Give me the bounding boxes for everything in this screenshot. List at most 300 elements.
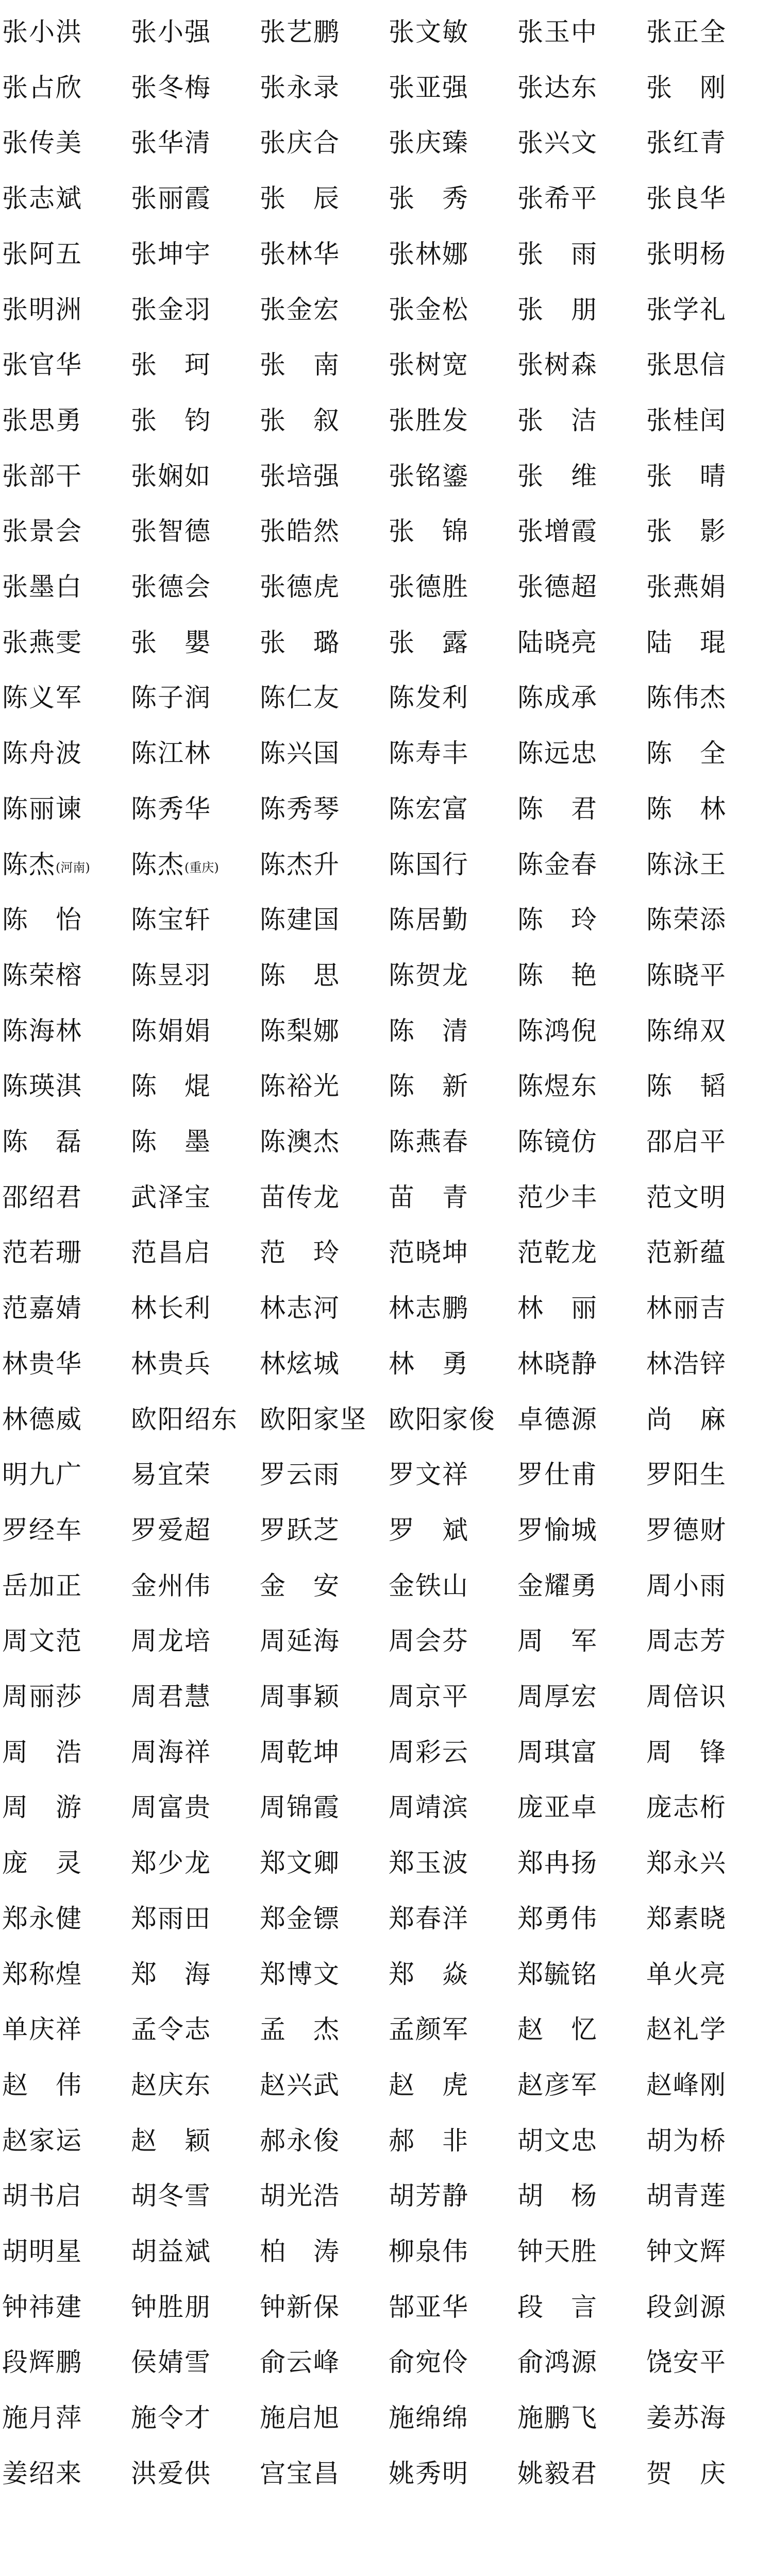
person-name-text: 罗经车 [2, 1515, 82, 1545]
person-name-text: 张 南 [260, 350, 340, 380]
name-row [0, 1171, 773, 1225]
person-name-text: 陈丽谏 [2, 793, 82, 824]
person-name-text: 俞鸿源 [517, 2347, 598, 2378]
person-name [389, 2391, 469, 2445]
person-name-text: 柏 涛 [260, 2236, 340, 2266]
person-name-text: 张树森 [517, 350, 598, 380]
person-name-text: 张艺鹏 [260, 17, 340, 47]
person-name [389, 283, 469, 337]
person-name [517, 1670, 598, 1724]
person-name-text: 宫宝昌 [260, 2458, 340, 2488]
person-name-text: 张部干 [2, 461, 82, 491]
person-name-text: 张金羽 [131, 294, 211, 325]
person-name-text: 陈 君 [517, 793, 598, 824]
person-name-text: 周事颖 [260, 1682, 340, 1711]
person-name-text: 陈荣添 [646, 905, 727, 935]
person-name-text: 陈 墨 [131, 1127, 211, 1157]
person-name-text: 郑冉扬 [517, 1848, 598, 1878]
person-name [517, 1115, 598, 1169]
person-name [646, 1836, 727, 1890]
person-name [260, 116, 340, 170]
person-name-text: 张 嬰 [131, 627, 211, 657]
person-name [389, 1892, 469, 1946]
person-name [517, 1836, 598, 1890]
person-name-text: 胡明星 [2, 2236, 82, 2266]
person-name-text: 张 维 [517, 461, 598, 491]
person-name [389, 394, 469, 448]
person-name-text: 张坤宇 [131, 239, 211, 269]
person-name-text: 周倍识 [646, 1682, 727, 1711]
person-name-text: 林 勇 [389, 1348, 469, 1379]
person-name [646, 283, 727, 337]
person-name [131, 1503, 211, 1557]
person-name-text: 郑少龙 [131, 1848, 211, 1878]
person-name-text: 罗仕甫 [517, 1460, 598, 1490]
person-name [2, 1281, 82, 1335]
person-name [2, 2335, 82, 2389]
person-name [2, 449, 82, 503]
person-name [131, 504, 211, 558]
person-name [646, 2169, 727, 2223]
name-row [0, 1614, 773, 1668]
person-name [646, 1281, 727, 1335]
person-name-text: 林贵华 [2, 1348, 82, 1379]
person-name-text: 陈煜东 [517, 1071, 598, 1101]
name-row [0, 1281, 773, 1335]
person-name [389, 1947, 469, 2002]
person-name [131, 227, 211, 281]
person-name [260, 61, 340, 115]
person-name-text: 林志河 [260, 1293, 340, 1324]
person-name-text: 张 影 [646, 516, 727, 547]
person-name-text: 赵庆东 [131, 2070, 211, 2100]
person-name [517, 1448, 598, 1502]
person-name [131, 1892, 211, 1946]
person-name [2, 1503, 82, 1557]
person-name-text: 张 钧 [131, 405, 211, 435]
person-name [646, 1559, 727, 1613]
person-name [389, 1614, 469, 1668]
person-name [2, 2225, 82, 2279]
person-name-text: 范乾龙 [517, 1238, 598, 1268]
person-name [131, 1226, 211, 1280]
person-name [260, 1281, 340, 1335]
person-name-text: 周 锋 [646, 1737, 727, 1767]
person-name [517, 1281, 598, 1335]
person-name [260, 504, 340, 558]
person-name-text: 林浩锌 [646, 1348, 727, 1379]
person-name [389, 1781, 469, 1835]
person-name-text: 郑玉波 [389, 1848, 469, 1878]
person-name-text: 张燕雯 [2, 627, 82, 657]
name-row [0, 2003, 773, 2057]
person-name-text: 周琪富 [517, 1737, 598, 1767]
person-name [2, 1226, 82, 1280]
person-name [517, 560, 598, 614]
person-name [389, 1281, 469, 1335]
person-name-text: 张德胜 [389, 572, 469, 602]
person-name-text: 郑永健 [2, 1903, 82, 1934]
person-name-text: 张 叙 [260, 405, 340, 435]
person-name [517, 1059, 598, 1113]
person-name-text: 易宜荣 [131, 1460, 211, 1490]
person-name-text: 陈澳杰 [260, 1127, 340, 1157]
name-row [0, 1448, 773, 1502]
person-name [517, 893, 598, 947]
person-name-text: 陈宏富 [389, 793, 469, 824]
person-name [517, 2335, 598, 2389]
person-name [517, 671, 598, 725]
person-name [131, 1559, 211, 1613]
person-name-text: 林志鹏 [389, 1293, 469, 1324]
person-name [646, 1448, 727, 1502]
person-name [646, 2058, 727, 2112]
person-name [260, 1004, 340, 1058]
person-name-text: 张景会 [2, 516, 82, 547]
person-name [2, 893, 82, 947]
person-name-text: 罗愉城 [517, 1515, 598, 1545]
person-name-text: 陈成承 [517, 683, 598, 713]
person-name-text: 俞云峰 [260, 2347, 340, 2378]
person-name-text: 周君慧 [131, 1682, 211, 1711]
person-name [517, 1503, 598, 1557]
person-name [260, 782, 340, 836]
person-name-text: 罗阳生 [646, 1460, 727, 1490]
person-name-text: 郑雨田 [131, 1903, 211, 1934]
person-name [131, 172, 211, 226]
person-name [260, 5, 340, 59]
person-name-text: 陈 磊 [2, 1127, 82, 1157]
person-name [260, 2447, 340, 2501]
person-name [646, 1892, 727, 1946]
person-name-text: 陈舟波 [2, 738, 82, 769]
person-name-text: 郑文卿 [260, 1848, 340, 1878]
person-name [131, 1947, 211, 2002]
person-name [260, 2114, 340, 2168]
person-name-text: 施鹏飞 [517, 2403, 598, 2433]
person-name-text: 张永录 [260, 72, 340, 103]
person-name-text: 张 洁 [517, 405, 598, 435]
person-name [389, 2280, 469, 2334]
person-name [646, 1115, 727, 1169]
name-row [0, 394, 773, 448]
person-name-text: 林长利 [131, 1293, 211, 1324]
person-name-text: 单火亮 [646, 1959, 727, 1989]
person-name [131, 283, 211, 337]
person-name [2, 1559, 82, 1613]
person-name-text: 林丽吉 [646, 1293, 727, 1324]
person-name-text: 周丽莎 [2, 1682, 82, 1711]
name-row [0, 116, 773, 170]
person-name [2, 1448, 82, 1502]
person-name [389, 1448, 469, 1502]
person-name-text: 孟令志 [131, 2014, 211, 2045]
person-name-text: 胡冬雪 [131, 2181, 211, 2211]
person-name-text: 陈绵双 [646, 1015, 727, 1046]
person-name-text: 郑勇伟 [517, 1903, 598, 1934]
person-name-text: 张庆合 [260, 128, 340, 158]
person-name-text: 周 浩 [2, 1737, 82, 1767]
person-name [131, 893, 211, 947]
person-name-text: 陈镜仿 [517, 1127, 598, 1157]
person-name-text: 陈宝轩 [131, 905, 211, 935]
person-name-text: 陈荣榕 [2, 960, 82, 990]
name-row [0, 1503, 773, 1557]
person-name-text: 张铭鎏 [389, 461, 469, 491]
person-name [131, 1004, 211, 1058]
person-name [517, 449, 598, 503]
person-name-text: 张志斌 [2, 183, 82, 214]
person-name [131, 671, 211, 725]
name-row [0, 61, 773, 115]
person-name-text: 赵礼学 [646, 2014, 727, 2045]
person-name-text: 范 玲 [260, 1238, 340, 1268]
person-name-text: 陈燕春 [389, 1127, 469, 1157]
person-name [131, 838, 219, 892]
name-row [0, 504, 773, 558]
person-name [260, 1115, 340, 1169]
person-name-text: 周文范 [2, 1626, 82, 1656]
person-name-text: 张阿五 [2, 239, 82, 269]
person-name [389, 2335, 469, 2389]
person-name [260, 449, 340, 503]
person-name [389, 1836, 469, 1890]
person-name-text: 张树宽 [389, 350, 469, 380]
person-name [2, 1725, 82, 1780]
person-name [517, 1226, 598, 1280]
name-row [0, 2058, 773, 2112]
person-name-text: 陈晓平 [646, 960, 727, 990]
person-name-text: 范昌启 [131, 1238, 211, 1268]
person-name-text: 张冬梅 [131, 72, 211, 103]
person-name [389, 2058, 469, 2112]
person-name [389, 1004, 469, 1058]
person-name-text: 郑春洋 [389, 1903, 469, 1934]
person-name [646, 5, 727, 59]
name-row [0, 948, 773, 1003]
name-row [0, 893, 773, 947]
person-name [389, 1337, 469, 1391]
person-name [389, 560, 469, 614]
person-name [260, 1393, 367, 1447]
person-name-text: 陈 怡 [2, 905, 82, 935]
name-row [0, 1115, 773, 1169]
person-name [517, 1725, 598, 1780]
person-name [646, 1337, 727, 1391]
person-name [131, 1281, 211, 1335]
person-name-text: 张华清 [131, 128, 211, 158]
person-name-text: 姚秀明 [389, 2458, 469, 2488]
person-name-text: 胡青莲 [646, 2181, 727, 2211]
person-name-text: 陈贺龙 [389, 960, 469, 990]
person-name-text: 张明洲 [2, 294, 82, 325]
person-name [646, 504, 727, 558]
person-name [389, 449, 469, 503]
person-name-text: 陈杰 [131, 849, 184, 879]
person-name-text: 张 秀 [389, 183, 469, 214]
person-name [131, 1059, 211, 1113]
person-name-text: 张希平 [517, 183, 598, 214]
person-name [2, 1781, 82, 1835]
person-name [131, 2169, 211, 2223]
person-name [131, 782, 211, 836]
name-row [0, 283, 773, 337]
person-name-text: 张学礼 [646, 294, 727, 325]
person-name [2, 1670, 82, 1724]
person-name-text: 周海祥 [131, 1737, 211, 1767]
person-name-text: 张占欣 [2, 72, 82, 103]
person-name [131, 61, 211, 115]
person-name [131, 1781, 211, 1835]
person-name [646, 1781, 727, 1835]
person-name [517, 116, 598, 170]
person-name [2, 948, 82, 1003]
person-name [131, 5, 211, 59]
person-name [260, 616, 340, 670]
person-name [260, 1892, 340, 1946]
person-name [131, 2058, 211, 2112]
person-name [646, 1004, 727, 1058]
person-name [646, 1614, 727, 1668]
person-name [389, 504, 469, 558]
person-name [389, 5, 469, 59]
person-name-text: 单庆祥 [2, 2014, 82, 2045]
person-name-text: 张皓然 [260, 516, 340, 547]
person-name [389, 227, 469, 281]
person-name [517, 1004, 598, 1058]
person-name [131, 338, 211, 392]
person-name-text: 林贵兵 [131, 1348, 211, 1379]
person-name-text: 张 珂 [131, 350, 211, 380]
person-name-text: 金 安 [260, 1570, 340, 1601]
person-name [260, 1725, 340, 1780]
person-name [260, 948, 340, 1003]
person-name-text: 陈昱羽 [131, 960, 211, 990]
person-name-text: 郝 非 [389, 2125, 469, 2156]
person-name [131, 394, 211, 448]
name-row [0, 671, 773, 725]
person-name [517, 2225, 598, 2279]
person-name-text: 张 晴 [646, 461, 727, 491]
person-name-text: 郑永兴 [646, 1848, 727, 1878]
person-name [517, 394, 598, 448]
person-name-text: 张墨白 [2, 572, 82, 602]
name-row [0, 2280, 773, 2334]
person-name-text: 罗 斌 [389, 1515, 469, 1545]
person-name-text: 胡书启 [2, 2181, 82, 2211]
person-name [646, 2447, 727, 2501]
person-name-text: 陈居勤 [389, 905, 469, 935]
person-name-text: 金铁山 [389, 1570, 469, 1601]
person-name-text: 孟颜军 [389, 2014, 469, 2045]
person-name-text: 陆 琨 [646, 627, 727, 657]
person-name-text: 张 辰 [260, 183, 340, 214]
person-name [389, 1393, 496, 1447]
person-name-text: 陈仁友 [260, 683, 340, 713]
person-name-text: 张 露 [389, 627, 469, 657]
person-name [260, 560, 340, 614]
person-name-text: 赵 虎 [389, 2070, 469, 2100]
person-name [646, 2335, 727, 2389]
person-name [260, 1947, 340, 2002]
name-row [0, 2391, 773, 2445]
person-name [517, 2114, 598, 2168]
person-name [260, 1781, 340, 1835]
person-name [646, 449, 727, 503]
person-name [646, 227, 727, 281]
person-name-text: 孟 杰 [260, 2014, 340, 2045]
person-name-text: 胡 杨 [517, 2181, 598, 2211]
person-name [646, 1226, 727, 1280]
person-name-text: 周厚宏 [517, 1682, 598, 1711]
person-name-text: 姚毅君 [517, 2458, 598, 2488]
person-name-text: 范少丰 [517, 1182, 598, 1212]
person-name [131, 560, 211, 614]
person-name-text: 尚 麻 [646, 1404, 727, 1434]
person-name-text: 陈 新 [389, 1071, 469, 1101]
person-name-text: 林德威 [2, 1404, 82, 1434]
person-name-text: 施月萍 [2, 2403, 82, 2433]
name-row [0, 560, 773, 614]
person-name [2, 1393, 82, 1447]
person-name [517, 782, 598, 836]
person-name [131, 2225, 211, 2279]
person-name-text: 段剑源 [646, 2292, 727, 2322]
person-name-text: 罗爱超 [131, 1515, 211, 1545]
name-row [0, 782, 773, 836]
person-name-text: 张德虎 [260, 572, 340, 602]
person-name-text: 张思信 [646, 350, 727, 380]
name-row [0, 1670, 773, 1724]
person-name [2, 1614, 82, 1668]
person-name-text: 陆晓亮 [517, 627, 598, 657]
person-name-text: 范新蕴 [646, 1238, 727, 1268]
person-name [131, 449, 211, 503]
person-name [517, 1781, 598, 1835]
person-name-text: 郑称煌 [2, 1959, 82, 1989]
person-name-text: 张传美 [2, 128, 82, 158]
person-name-text: 陈 全 [646, 738, 727, 769]
person-name [131, 1337, 211, 1391]
person-name-text: 施令才 [131, 2403, 211, 2433]
person-name [646, 1059, 727, 1113]
person-name [646, 560, 727, 614]
name-row [0, 227, 773, 281]
person-name [389, 1059, 469, 1113]
person-name-text: 赵 伟 [2, 2070, 82, 2100]
person-name [389, 671, 469, 725]
person-name-text: 姜苏海 [646, 2403, 727, 2433]
person-name [260, 1670, 340, 1724]
person-name [2, 2169, 82, 2223]
person-name-text: 郑 焱 [389, 1959, 469, 1989]
person-name-text: 张明杨 [646, 239, 727, 269]
person-name [2, 616, 82, 670]
name-row [0, 838, 773, 892]
person-name-text: 陈 焜 [131, 1071, 211, 1101]
person-name [389, 2447, 469, 2501]
person-name-text: 郑毓铭 [517, 1959, 598, 1989]
person-name-text: 张文敏 [389, 17, 469, 47]
person-name-text: 姜绍来 [2, 2458, 82, 2488]
person-name-text: 林晓静 [517, 1348, 598, 1379]
person-name-text: 陈娟娟 [131, 1015, 211, 1046]
person-name [646, 338, 727, 392]
person-name-text: 张林华 [260, 239, 340, 269]
person-name-text: 陈 思 [260, 960, 340, 990]
person-name [389, 1226, 469, 1280]
person-name [517, 838, 598, 892]
